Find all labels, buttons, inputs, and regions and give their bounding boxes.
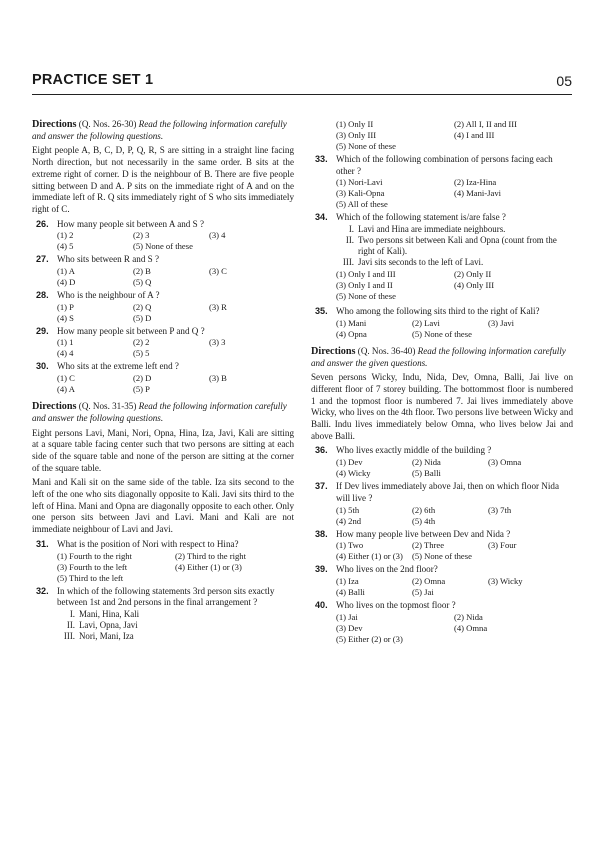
- statement-list: [336, 224, 573, 268]
- passage-26-30: Eight people A, B, C, D, P, Q, R, S are sitting in a straight line facing North direction, but not necessarily in the same order. B sits at the extreme right of corner. D is the neighbour of B. There are five people sitting between D and A. P sits on the immediate right of A and on the immediate left of R. Q sits immediately right of S who sits immediately right of C.: [32, 145, 294, 214]
- statement: [57, 620, 294, 631]
- answer-option: (1) A: [57, 266, 75, 277]
- statement-text: Javi sits seconds to the left of Lavi.: [358, 257, 484, 268]
- answer-option: (1) 2: [57, 230, 74, 241]
- question-29: [32, 326, 294, 360]
- answer-option: (5) None of these: [133, 241, 193, 252]
- practice-set-title: PRACTICE SET 1: [32, 72, 154, 88]
- question-30: [32, 361, 294, 395]
- answer-option: (5) Balli: [412, 468, 441, 479]
- statement-numeral: II.: [66, 619, 75, 630]
- answer-option: (3) 4: [209, 230, 226, 241]
- question-40: [311, 600, 573, 645]
- question-34: [311, 212, 573, 302]
- answer-option: (5) None of these: [412, 551, 472, 562]
- question-number: 31.: [36, 538, 49, 549]
- statement-numeral: III.: [63, 630, 75, 641]
- question-27: [32, 254, 294, 288]
- answer-option: (4) Wicky: [336, 468, 371, 479]
- answer-option: (5) 4th: [412, 515, 436, 526]
- question-number: 40.: [315, 599, 328, 610]
- answer-option: (2) Three: [412, 540, 445, 551]
- answer-option: (2) All I, II and III: [454, 119, 517, 129]
- question-text: Who lives exactly middle of the building ?: [336, 445, 492, 456]
- answer-option: (2) Third to the right: [175, 550, 246, 561]
- answer-option: (4) Opna: [336, 328, 367, 339]
- question-number: 33.: [315, 154, 328, 164]
- answer-option: (4) 5: [57, 241, 74, 252]
- answer-option: (3) Fourth to the left: [57, 561, 128, 572]
- question-number: 36.: [315, 445, 328, 456]
- question-28: [32, 290, 294, 324]
- answer-option: (1) 1: [57, 337, 74, 348]
- answer-option: (5) D: [133, 312, 152, 323]
- answer-option: (4) Balli: [336, 586, 365, 597]
- answer-option: (5) 5: [133, 348, 150, 359]
- answer-option: (5) Jai: [412, 586, 434, 597]
- answer-option: (2) Nida: [454, 611, 483, 622]
- page-number: 05: [556, 73, 572, 89]
- right-column: [311, 119, 573, 646]
- question-number: 37.: [315, 481, 328, 492]
- statement: [336, 235, 573, 257]
- directions-31-35: Directions (Q. Nos. 31-35) Read the following information carefully and answer the following questions.: [32, 401, 287, 423]
- answer-option: (4) D: [57, 277, 76, 288]
- answer-option: (3) 7th: [488, 504, 512, 515]
- question-text: Which of the following combination of persons facing each other ?: [336, 154, 553, 176]
- answer-option: (1) Nori-Lavi: [336, 177, 383, 188]
- answer-option: (3) Dev: [336, 622, 363, 633]
- question-text: If Dev lives immediately above Jai, then on which floor Nida will live ?: [336, 481, 559, 503]
- answer-option: (2) Iza-Hina: [454, 177, 497, 188]
- answer-option: (2) Nida: [412, 457, 441, 468]
- answer-option: (3) Four: [488, 540, 517, 551]
- question-text: Which of the following statement is/are false ?: [336, 212, 506, 223]
- answer-option: (4) 4: [57, 348, 74, 359]
- answer-option: (4) Mani-Javi: [454, 188, 502, 199]
- question-number: 38.: [315, 528, 328, 539]
- answer-option: (1) C: [57, 373, 75, 384]
- question-36: [311, 445, 573, 479]
- question-number: 34.: [315, 212, 328, 223]
- answer-option: (1) Fourth to the right: [57, 550, 132, 561]
- question-number: 27.: [36, 254, 49, 265]
- answer-option: (2) Lavi: [412, 317, 440, 328]
- answer-option: (5) All of these: [336, 199, 388, 210]
- header-rule: [32, 94, 572, 95]
- option-list: [57, 302, 294, 324]
- directions-36-40: Directions (Q. Nos. 36-40) Read the following information carefully and answer the given questions.: [311, 345, 566, 368]
- answer-option: (3) Only III: [336, 130, 377, 140]
- answer-option: (1) Iza: [336, 575, 359, 586]
- answer-option: (3) C: [209, 266, 227, 277]
- answer-option: (5) None of these: [336, 291, 396, 302]
- answer-option: (1) Two: [336, 540, 364, 551]
- option-list: [57, 373, 294, 395]
- answer-option: (2) Only II: [454, 269, 492, 280]
- answer-option: (5) P: [133, 384, 150, 395]
- answer-option: (1) Jai: [336, 611, 358, 622]
- statement-numeral: I.: [69, 608, 75, 619]
- statement: [336, 257, 573, 268]
- question-text: How many people sit between P and Q ?: [57, 325, 205, 336]
- question-number: 30.: [36, 361, 49, 372]
- q32-options: [336, 119, 573, 152]
- question-33: [311, 154, 573, 210]
- statement: [57, 631, 294, 642]
- answer-option: (4) Omna: [454, 622, 488, 633]
- answer-option: (4) A: [57, 384, 75, 395]
- question-text: Who lives on the 2nd floor?: [336, 564, 438, 575]
- answer-option: (5) Third to the left: [57, 572, 124, 583]
- question-text: How many people live between Dev and Nida ?: [336, 528, 511, 539]
- passage-31-35-part2: Mani and Kali sit on the same side of the table. Iza sits second to the left of the one who sits diagonally opposite to Kali. Javi sits third to the left of Hina. Mani and Opna are diagonally opposite to each other. Only one person sits between Javi and Lavi. Mani and Kali are not immediate neighbour of Lavi and Javi.: [32, 477, 294, 535]
- answer-option: (2) 2: [133, 337, 150, 348]
- option-list: [336, 269, 573, 302]
- answer-option: (2) 6th: [412, 504, 436, 515]
- statement-numeral: III.: [342, 257, 354, 268]
- question-text: Who among the following sits third to the right of Kali?: [336, 306, 540, 317]
- option-list: [336, 177, 573, 210]
- answer-option: (1) P: [57, 301, 74, 312]
- question-text: Who sits between R and S ?: [57, 254, 160, 265]
- statement-text: Two persons sit between Kali and Opna (count from the right of Kali).: [358, 235, 557, 257]
- statement-numeral: I.: [348, 224, 354, 235]
- option-list: [57, 230, 294, 252]
- statement-text: Mani, Hina, Kali: [79, 608, 140, 619]
- answer-option: (4) Only III: [454, 280, 495, 291]
- question-text: What is the position of Nori with respect to Hina?: [57, 538, 239, 549]
- answer-option: (5) Q: [133, 277, 152, 288]
- answer-option: (5) None of these: [412, 328, 472, 339]
- answer-option: (5) Either (2) or (3): [336, 633, 403, 644]
- answer-option: (1) Only I and III: [336, 269, 396, 280]
- statement-text: Nori, Mani, Iza: [79, 630, 134, 641]
- answer-option: (3) Javi: [488, 317, 515, 328]
- passage-36-40: Seven persons Wicky, Indu, Nida, Dev, Omna, Balli, Jai live on different floor of 7 storey building. The bottommost floor is numbered 1 and the topmost floor is numbered 7. Jai lives immediately above Wicky, who lives on the 4th floor. Two persons live between Wicky and Balli. Indu lives immediately below Omna, who lives below Jai and above Balli.: [311, 372, 573, 441]
- answer-option: (3) 3: [209, 337, 226, 348]
- answer-option: (3) R: [209, 301, 227, 312]
- question-number: 29.: [36, 325, 49, 336]
- question-32-options: [311, 119, 573, 152]
- option-list: [336, 505, 573, 527]
- answer-option: (4) Either (1) or (3): [336, 551, 403, 562]
- question-number: 39.: [315, 564, 328, 575]
- question-35: [311, 306, 573, 340]
- option-list: [57, 266, 294, 288]
- option-list: [336, 540, 573, 562]
- option-list: [336, 318, 573, 340]
- answer-option: (5) None of these: [336, 141, 396, 151]
- answer-option: (4) Either (1) or (3): [175, 561, 242, 572]
- question-38: [311, 529, 573, 563]
- answer-option: (1) 5th: [336, 504, 360, 515]
- question-text: In which of the following statements 3rd person sits exactly between 1st and 2nd persons in the final arrangement ?: [57, 585, 275, 608]
- question-text: How many people sit between A and S ?: [57, 218, 204, 229]
- question-number: 32.: [36, 585, 49, 596]
- answer-option: (2) 3: [133, 230, 150, 241]
- question-number: 28.: [36, 290, 49, 301]
- answer-option: (3) B: [209, 373, 227, 384]
- question-32: [32, 586, 294, 642]
- answer-option: (1) Mani: [336, 317, 367, 328]
- statement-text: Lavi, Opna, Javi: [79, 619, 138, 630]
- answer-option: (2) D: [133, 373, 152, 384]
- answer-option: (1) Dev: [336, 457, 363, 468]
- answer-option: (2) B: [133, 266, 151, 277]
- answer-option: (2) Q: [133, 301, 152, 312]
- option-list: [57, 551, 294, 584]
- statement-numeral: II.: [345, 235, 354, 246]
- option-list: [336, 576, 573, 598]
- question-number: 26.: [36, 218, 49, 229]
- option-list: [57, 337, 294, 359]
- question-text: Who lives on the topmost floor ?: [336, 599, 456, 610]
- directions-26-30: Directions (Q. Nos. 26-30) Read the following information carefully and answer the following questions.: [32, 119, 287, 141]
- answer-option: (4) S: [57, 312, 74, 323]
- option-list: [336, 612, 573, 645]
- answer-option: (3) Kali-Opna: [336, 188, 385, 199]
- question-text: Who sits at the extreme left end ?: [57, 361, 179, 372]
- question-26: [32, 219, 294, 253]
- answer-option: (4) I and III: [454, 130, 495, 140]
- question-31: [32, 539, 294, 584]
- left-column: [32, 119, 294, 643]
- statement-text: Lavi and Hina are immediate neighbours.: [358, 224, 506, 235]
- question-number: 35.: [315, 306, 328, 317]
- option-list: [336, 457, 573, 479]
- statement: [336, 224, 573, 235]
- answer-option: (3) Wicky: [488, 575, 523, 586]
- statement-list: [57, 609, 294, 642]
- question-37: [311, 481, 573, 526]
- answer-option: (1) Only II: [336, 119, 374, 129]
- question-39: [311, 564, 573, 598]
- passage-31-35-part1: Eight persons Lavi, Mani, Nori, Opna, Hina, Iza, Javi, Kali are sitting at a square table facing center such that two persons are sitting at each side of the square table and none of the person are sitting at the corner of the square table.: [32, 427, 294, 473]
- answer-option: (3) Omna: [488, 457, 522, 468]
- answer-option: (3) Only I and II: [336, 280, 393, 291]
- statement: [57, 609, 294, 620]
- question-text: Who is the neighbour of A ?: [57, 290, 160, 301]
- answer-option: (2) Omna: [412, 575, 446, 586]
- answer-option: (4) 2nd: [336, 515, 362, 526]
